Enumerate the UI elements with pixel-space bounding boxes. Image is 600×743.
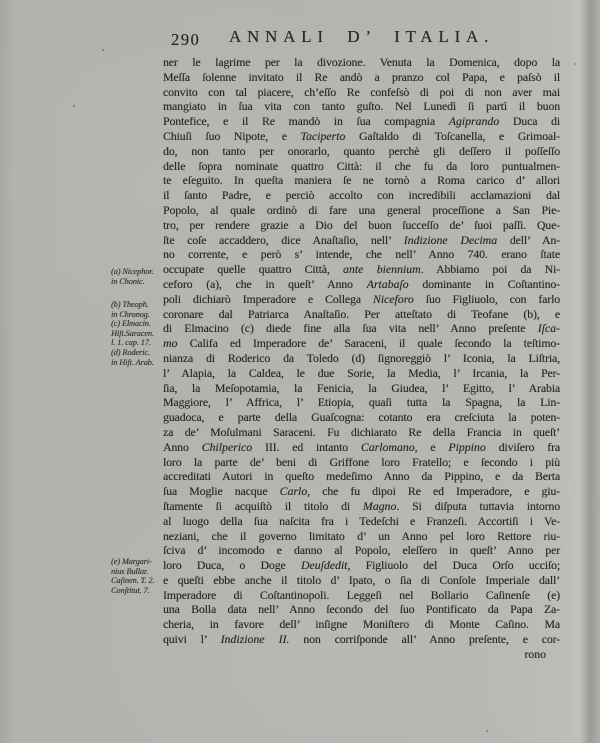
text-segment: Chiuſi ſuo Nipote, e [163, 128, 301, 143]
margin-note-line: nius Bullar. [111, 566, 149, 576]
text-line [163, 543, 560, 558]
text-segment: no corrente, e però s’ intende, che nell’ Anno 740. erano ſtate [163, 247, 560, 262]
running-title: ANNALI D’ ITALIA. [228, 27, 495, 46]
text-line [163, 425, 560, 440]
italic-text-segment: ante biennium [342, 262, 421, 277]
text-line [163, 381, 560, 396]
text-segment: te eſeguito. In queſta maniera ſe ne tornò a Roma carico d’ allori [163, 173, 560, 188]
margin-note-d [111, 348, 167, 367]
text-line [163, 262, 560, 277]
text-segment: di Elmacino (c) diede fine alla ſua vita nell’ Anno preſente [163, 321, 538, 336]
text-segment: Pontefice, e il Re mandò in ſua compagnia [163, 114, 449, 129]
text-segment: ceforo (a), che in queſt’ Anno [163, 276, 367, 291]
text-line [163, 129, 560, 144]
page-number: 290 [171, 30, 201, 49]
text-line [163, 99, 560, 114]
text-line [163, 529, 560, 544]
text-line [163, 292, 560, 307]
text-line [163, 514, 560, 529]
text-segment: Popolo, al quale ordinò di fare una general proceſſione a San Pie- [163, 202, 560, 217]
text-line [163, 233, 560, 248]
text-line [163, 307, 560, 322]
text-line [163, 203, 560, 218]
text-segment: ſua Moglie nacque [163, 484, 280, 499]
italic-text-segment: Taciperto [300, 128, 346, 143]
italic-text-segment: Carlo [279, 484, 308, 499]
paper-speck [102, 49, 104, 51]
text-segment: mangiato in ſua vita con tanto guſto. Nel Lunedì ſi partì il buon [163, 99, 560, 114]
text-line [163, 85, 560, 100]
text-segment: ſte coſe accaddero, dice Anaſtaſio, nell’ [163, 232, 404, 247]
margin-note-e [111, 557, 167, 595]
text-line [163, 321, 560, 336]
margin-note-line: in Chonic. [111, 276, 145, 286]
text-segment: l’ Alapia, la Caldea, le due Sorie, la Media, l’ Ircania, la Per- [163, 365, 560, 380]
text-line [163, 366, 560, 381]
text-segment: Anno [163, 439, 202, 454]
text-line [163, 336, 560, 351]
text-segment: . Abbiamo poi da Ni- [420, 262, 560, 277]
text-line [163, 247, 560, 262]
text-segment: e queſti ebbe anche il titolo d’ Ipato, o ſia di Conſole Imperiale dall’ [163, 572, 560, 587]
text-segment: Imperadore di Coſtantinopoli. Leggeſi nel Bollario Caſinenſe (e) [163, 587, 560, 602]
text-segment: il ſanto Padre, e perciò accolto con incredibili acclamazioni dal [163, 188, 560, 203]
text-segment: ſia, la Meſopotamia, la Fenicia, la Giudea, l’ Egitto, l’ Arabia [163, 380, 560, 395]
italic-text-segment: Magno [362, 498, 397, 513]
italic-text-segment: Carlomano [360, 439, 415, 454]
text-line [163, 484, 560, 499]
italic-text-segment: Pippino [448, 439, 486, 454]
text-segment: za de’ Moſulmani Saraceni. Fu dichiarato Re della Francia in queſt’ [163, 424, 560, 439]
text-segment: poli dichiarò Imperadore e Collega [163, 291, 373, 306]
margin-note-line: (e) Margari- [111, 557, 152, 566]
text-segment: do, non tanto per onorarlo, quanto perchè gli deſſero il poſſeſſo [163, 143, 560, 158]
margin-note-line: (a) Nicephor. [111, 267, 154, 276]
margin-note-c [111, 319, 167, 348]
catchword: rono [524, 646, 546, 661]
text-line [163, 114, 560, 129]
text-segment: diviſero fra [485, 439, 561, 454]
body-text [163, 55, 560, 662]
text-segment: convito con tal piacere, ch’eſſo Re confeſsò di poi di non aver mai [163, 84, 560, 99]
text-segment: delle ſopra nominate quattro Città: il che fu da loro puntualmen- [163, 158, 560, 173]
text-segment: non corriſponde all’ Anno preſente, e cor- [289, 632, 560, 647]
text-line [163, 499, 560, 514]
text-segment: occupate quelle quattro Città, [163, 262, 343, 277]
text-segment: accreditati Autori in queſto medeſimo Anno da Pippino, e da Berta [163, 469, 560, 484]
text-line [163, 632, 560, 647]
italic-text-segment: mo [163, 336, 178, 351]
text-segment: Califa ed Imperadore de’ Saraceni, il quale ſecondo la teſtimo- [177, 336, 560, 351]
margin-note-line: (d) Roderic. [111, 348, 150, 357]
text-line [163, 70, 560, 85]
text-segment: , che fu dipoi Re ed Imperadore, e giu- [307, 484, 560, 499]
text-segment: , Figliuolo del Duca Orſo ucciſo; [347, 558, 560, 573]
italic-text-segment: Chilperico [201, 439, 253, 454]
margin-note-line: l. 1. cap. 17. [111, 338, 151, 348]
text-segment: Duca di [499, 114, 560, 129]
text-segment: loro Duca, o Doge [163, 558, 301, 573]
text-segment: ſtamente ſi acquiſtò il titolo di [163, 498, 363, 513]
text-segment: ſuo Figliuolo, con farlo [413, 291, 561, 306]
text-segment: dell’ An- [497, 232, 560, 247]
text-line [163, 573, 560, 588]
italic-text-segment: Deuſdedit [300, 558, 348, 573]
margin-note-line: Caſinen. T. 2. [111, 576, 155, 586]
margin-note-line: Conſtitut. 7. [111, 585, 150, 595]
text-segment: quivi l’ [163, 632, 221, 647]
margin-note-line: (c) Elmacin. [111, 319, 151, 328]
text-segment: Maggiore, l’ Affrica, l’ Etiopia, quaſi tutta la Spagna, la Lin- [163, 395, 560, 410]
text-segment: ſciva d’ incomodo e danno al Popolo, eleſſero in queſt’ Anno per [163, 543, 560, 558]
text-segment: III. ed intanto [252, 439, 361, 454]
page-header [163, 27, 560, 53]
margin-note-line: (b) Theoph. [111, 300, 149, 309]
text-segment: Gaſtaldo di Toſcanella, e Grimoal- [345, 128, 560, 143]
text-line [163, 617, 560, 632]
text-line [163, 144, 560, 159]
text-segment: coronare dal Patriarca Anaſtaſio. Per atteſtato di Teofane (b), e [163, 306, 560, 321]
italic-text-segment: Iſca- [537, 321, 560, 336]
text-line [163, 55, 560, 70]
text-segment: loro la parte de’ beni di Griffone loro Fratello; e ſecondo i più [163, 454, 560, 469]
text-line [163, 469, 560, 484]
text-segment: . Si diſputa tuttavia intorno [396, 498, 560, 513]
italic-text-segment: Indizione Decima [403, 232, 498, 247]
margin-note-b [111, 300, 167, 319]
text-segment: cheria, in favore dell’ inſigne Moniſtero di Monte Caſino. Ma [163, 617, 560, 632]
text-segment: dominante in Coſtantino- [408, 276, 560, 291]
text-segment: Meſſa ſolenne invitato il Re andò a pranzo col Papa, e paſsò il [163, 69, 560, 84]
text-line [163, 395, 560, 410]
text-line [163, 558, 560, 573]
italic-text-segment: Indizione II. [220, 632, 290, 647]
italic-text-segment: Artabaſo [366, 276, 409, 291]
text-segment: al luogo della ſua naſcita fra i Tedeſchi e Franzeſi. Accortiſi i Ve- [163, 513, 560, 528]
text-line [163, 173, 560, 188]
italic-text-segment: Niceforo [372, 291, 414, 306]
text-segment: tro, per rendere grazie a Dio del buon ſucceſſo de’ ſuoi paſſi. Que- [163, 217, 560, 232]
text-line [163, 588, 560, 603]
text-line [163, 410, 560, 425]
text-line [163, 602, 560, 617]
text-segment: ner le lagrime per la divozione. Venuta la Domenica, dopo la [163, 55, 560, 69]
text-line [163, 455, 560, 470]
text-line [163, 277, 560, 292]
text-line [163, 188, 560, 203]
text-segment: , e [414, 439, 449, 454]
text-line [163, 218, 560, 233]
text-segment: una Bolla data nell’ Anno ſecondo del ſuo Pontificato da Papa Za- [163, 602, 560, 617]
margin-note-line: in Hiſt. Arab. [111, 357, 154, 367]
text-line [163, 351, 560, 366]
text-line [163, 440, 560, 455]
margin-note-line: Hiſt.Saracen. [111, 328, 154, 338]
margin-note-line: in Chronog. [111, 309, 150, 319]
italic-text-segment: Agiprando [448, 114, 500, 129]
margin-note-a [111, 267, 167, 286]
text-segment: guadoca, e parte della Guaſcogna: cotanto era creſciuta la poten- [163, 410, 560, 425]
text-segment: nianza di Roderico da Toledo (d) ſignoreggiò l’ Iconia, la Liſtria, [163, 350, 560, 365]
text-segment: neziani, che il governo limitato d’ un Anno pel loro Rettore riu- [163, 528, 560, 543]
text-line [163, 159, 560, 174]
